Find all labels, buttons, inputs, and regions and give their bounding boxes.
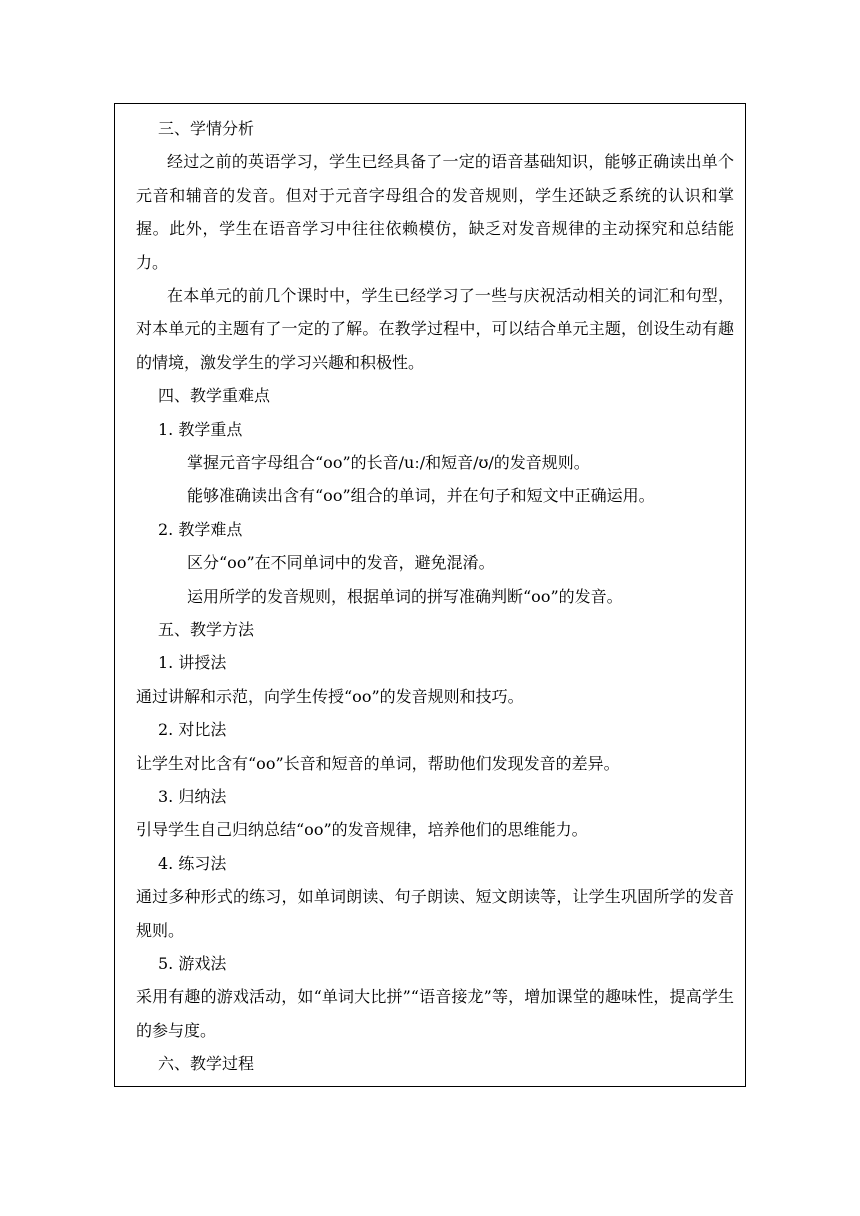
key-point-item-1: 掌握元音字母组合“oo”的长音/uː/和短音/ʊ/的发音规则。 (187, 453, 590, 473)
method-heading-contrast: 2. 对比法 (158, 720, 227, 740)
section-heading-teaching-methods: 五、教学方法 (158, 619, 255, 639)
method-heading-induction: 3. 归纳法 (158, 786, 227, 806)
method-heading-game: 5. 游戏法 (158, 953, 227, 973)
method-text-practice: 通过多种形式的练习，如单词朗读、句子朗读、短文朗读等，让学生巩固所学的发音规则。 (136, 887, 734, 940)
lesson-plan-table-cell (114, 103, 746, 1087)
paragraph-student-background: 经过之前的英语学习，学生已经具备了一定的语音基础知识，能够正确读出单个元音和辅音的发音。但对于元音字母组合的发音规则，学生还缺乏系统的认识和掌握。此外，学生在语音学习中往往依赖模仿，缺乏对发音规律的主动探究和总结能力。 (136, 152, 734, 272)
method-heading-lecture: 1. 讲授法 (158, 653, 227, 673)
key-point-item-2: 能够准确读出含有“oo”组合的单词，并在句子和短文中正确运用。 (187, 486, 655, 506)
subheading-key-points: 1. 教学重点 (158, 419, 243, 439)
difficult-point-item-1: 区分“oo”在不同单词中的发音，避免混淆。 (187, 553, 495, 573)
section-heading-key-difficult-points: 四、教学重难点 (158, 386, 271, 406)
difficult-point-item-2: 运用所学的发音规则，根据单词的拼写准确判断“oo”的发音。 (187, 586, 623, 606)
lesson-plan-content (136, 112, 737, 1081)
section-heading-teaching-process: 六、教学过程 (158, 1054, 255, 1074)
subheading-difficult-points: 2. 教学难点 (158, 519, 243, 539)
paragraph-unit-context: 在本单元的前几个课时中，学生已经学习了一些与庆祝活动相关的词汇和句型，对本单元的主题有了一定的了解。在教学过程中，可以结合单元主题，创设生动有趣的情境，激发学生的学习兴趣和积极性。 (136, 286, 734, 372)
method-text-lecture: 通过讲解和示范，向学生传授“oo”的发音规则和技巧。 (136, 686, 524, 706)
method-heading-practice: 4. 练习法 (158, 853, 227, 873)
section-heading-learning-analysis: 三、学情分析 (158, 119, 255, 138)
method-text-contrast: 让学生对比含有“oo”长音和短音的单词，帮助他们发现发音的差异。 (136, 753, 620, 773)
method-text-game: 采用有趣的游戏活动，如“单词大比拼”“语音接龙”等，增加课堂的趣味性，提高学生的参与度。 (136, 987, 734, 1040)
method-text-induction: 引导学生自己归纳总结“oo”的发音规律，培养他们的思维能力。 (136, 820, 588, 840)
